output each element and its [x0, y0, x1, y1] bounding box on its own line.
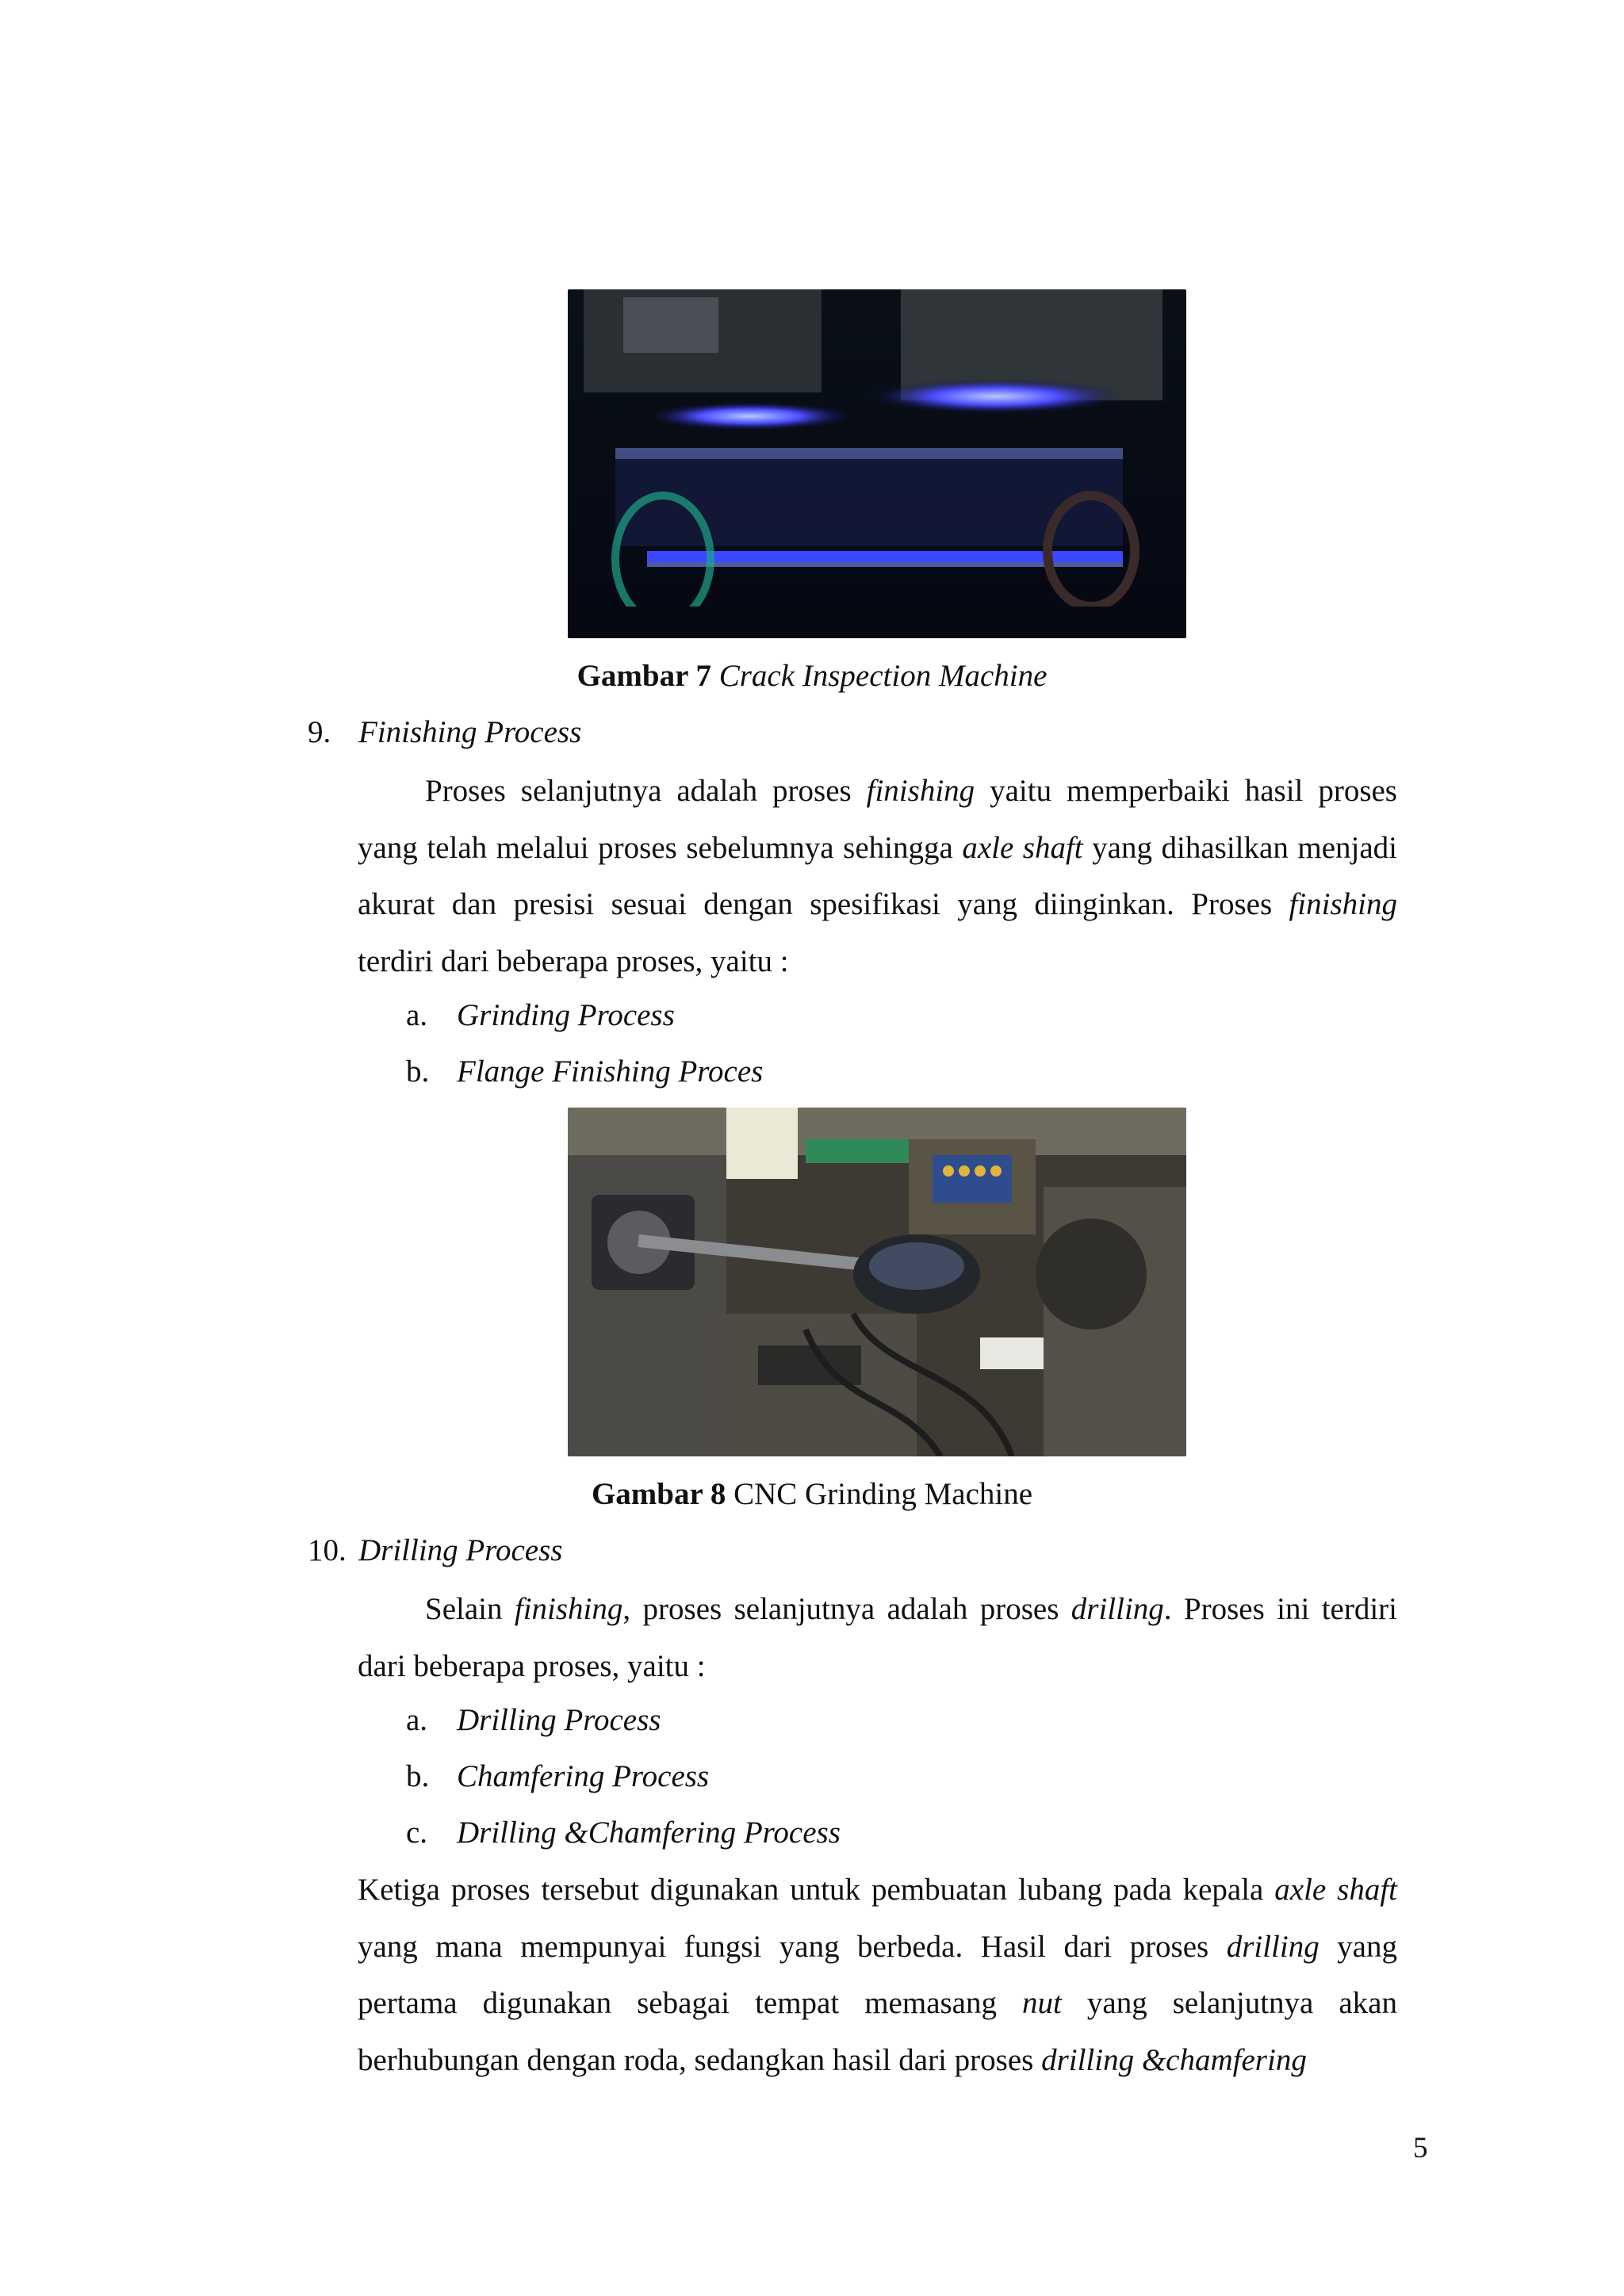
para-term: axle shaft [962, 830, 1083, 865]
section-9-heading [308, 714, 581, 752]
figure-7-caption [0, 657, 1624, 695]
para-text: . Proses ini terdiri dari beberapa proses, yaitu : [358, 1592, 1398, 1683]
figure-8-caption [0, 1475, 1624, 1513]
para-term: finishing [866, 774, 975, 808]
para-text: yang mana mempunyai fungsi yang berbeda. Hasil dari proses [358, 1929, 1227, 1964]
section-10-title: Drilling Process [358, 1533, 563, 1567]
list-item [406, 1758, 709, 1796]
list-item [406, 997, 675, 1035]
para-term: nut [1022, 1986, 1062, 2020]
figure-8-title: CNC Grinding Machine [733, 1477, 1033, 1511]
para-text: , proses selanjutnya adalah proses [622, 1592, 1071, 1626]
para-term: axle shaft [1274, 1873, 1397, 1907]
para-text: yang selanjutnya akan berhubungan dengan roda, sedangkan hasil dari proses [358, 1986, 1397, 2077]
section-9-title: Finishing Process [358, 715, 582, 749]
para-text: yang dihasilkan menjadi akurat dan presisi sesuai dengan spesifikasi yang diinginkan. Proses [358, 830, 1397, 921]
list-label: Flange Finishing Proces [457, 1054, 764, 1089]
para-term: drilling [1226, 1929, 1320, 1964]
para-text: yang pertama digunakan sebagai tempat memasang [358, 1929, 1397, 2020]
list-label: Drilling Process [457, 1703, 661, 1737]
para-text: Selain [425, 1592, 515, 1626]
list-marker: a. [406, 998, 428, 1032]
list-marker: c. [406, 1816, 428, 1850]
list-label: Grinding Process [457, 998, 675, 1032]
para-text: Proses selanjutnya adalah proses [425, 774, 867, 808]
para-text: yaitu memperbaiki hasil proses yang telah melalui proses sebelumnya sehingga [358, 774, 1397, 865]
section-10-closing-paragraph [358, 1862, 1397, 2088]
list-marker: b. [406, 1759, 430, 1793]
para-text: Ketiga proses tersebut digunakan untuk pembuatan lubang pada kepala [358, 1873, 1275, 1907]
para-term: drilling &chamfering [1041, 2042, 1307, 2077]
list-item [406, 1701, 661, 1739]
section-9-number: 9. [308, 715, 331, 749]
list-marker: a. [406, 1703, 428, 1737]
figure-8-label: Gambar 8 [591, 1477, 726, 1511]
figure-7-label: Gambar 7 [576, 659, 711, 693]
section-10-number: 10. [308, 1533, 347, 1567]
section-10-paragraph [358, 1581, 1397, 1694]
para-term: drilling [1071, 1592, 1164, 1626]
para-term: finishing [1289, 887, 1397, 921]
cnc-grinding-photo [568, 1108, 1186, 1456]
list-item [406, 1053, 763, 1091]
section-9-paragraph [358, 763, 1397, 989]
list-item [406, 1814, 841, 1852]
page-number: 5 [1413, 2132, 1428, 2164]
section-10-heading [308, 1532, 562, 1570]
list-label: Drilling &Chamfering Process [457, 1816, 841, 1850]
para-term: finishing [514, 1592, 623, 1626]
list-label: Chamfering Process [457, 1759, 710, 1793]
list-marker: b. [406, 1054, 430, 1089]
figure-7-title: Crack Inspection Machine [718, 659, 1048, 693]
crack-inspection-photo [568, 289, 1186, 638]
para-text: terdiri dari beberapa proses, yaitu : [358, 943, 789, 978]
